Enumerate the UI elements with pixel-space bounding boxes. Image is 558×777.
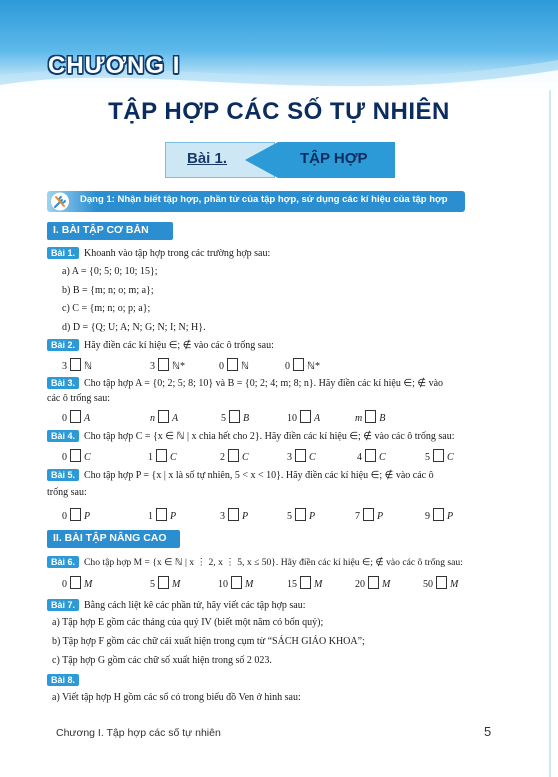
answer-box[interactable] [156,449,167,462]
fill-cell: 5 P [287,508,315,522]
exercise-text: Cho tập hợp M = {x ∈ ℕ | x ⋮ 2, x ⋮ 5, x ≤ 50}. Hãy điền các kí hiệu ∈; ∉ vào các ô trống sau: [84,557,463,568]
lesson-name: TẬP HỢP [300,150,368,167]
exercise-text-cont: trống sau: [47,487,87,498]
exercise-label: Bài 4. [47,430,79,442]
page-edge-decoration [549,90,551,777]
exercise-label: Bài 7. [47,599,79,611]
page-title: TẬP HỢP CÁC SỐ TỰ NHIÊN [108,98,450,125]
fill-cell: 5 B [221,410,249,424]
fill-cell: 5 M [150,576,180,590]
answer-box[interactable] [433,508,444,521]
exercise-4 [47,430,455,442]
answer-box[interactable] [295,508,306,521]
answer-box[interactable] [158,358,169,371]
exercise-text-cont: các ô trống sau: [47,393,111,404]
topic-title: Dạng 1: Nhận biết tập hợp, phần tử của tập hợp, sử dụng các kí hiệu của tập hợp [80,194,448,205]
exercise-1-item-c: c) C = {m; n; o; p; a}; [62,303,151,314]
fill-cell: 5 C [425,449,454,463]
exercise-1-item-b: b) B = {m; n; o; m; a}; [62,285,154,296]
answer-box[interactable] [229,410,240,423]
exercise-label: Bài 8. [47,674,79,686]
exercise-1-item-a: a) A = {0; 5; 0; 10; 15}; [62,266,158,277]
answer-box[interactable] [228,449,239,462]
footer-chapter-title: Chương I. Tập hợp các số tự nhiên [56,727,221,739]
exercise-text: Bằng cách liệt kê các phần tử, hãy viết các tập hợp sau: [84,600,306,611]
page-number: 5 [484,724,492,739]
answer-box[interactable] [363,508,374,521]
answer-box[interactable] [433,449,444,462]
fill-cell: 20 M [355,576,390,590]
exercise-text: Khoanh vào tập hợp trong các trường hợp sau: [84,248,271,259]
fill-cell: m B [355,410,385,424]
fill-cell: 1 P [148,508,176,522]
exercise-1 [47,247,270,259]
answer-box[interactable] [231,576,242,589]
fill-cell: 15 M [287,576,322,590]
fill-cell: 3 ℕ [62,358,92,372]
exercise-text: Hãy điền các kí hiệu ∈; ∉ vào các ô trống sau: [84,340,274,351]
lesson-tag [165,142,395,178]
exercise-6 [47,556,463,568]
section-heading-advanced-label: II. BÀI TẬP NÂNG CAO [53,532,167,544]
answer-box[interactable] [227,358,238,371]
exercise-7-item-c: c) Tập hợp G gồm các chữ số xuất hiện trong số 2 023. [52,655,272,666]
answer-box[interactable] [365,410,376,423]
exercise-5 [47,469,434,481]
exercise-1-item-d: d) D = {Q; U; A; N; G; N; I; N; H}. [62,322,206,333]
fill-cell: 3 ℕ* [150,358,185,372]
answer-box[interactable] [368,576,379,589]
answer-box[interactable] [158,576,169,589]
section-heading-basic-label: I. BÀI TẬP CƠ BẢN [53,224,149,236]
fill-cell: 3 C [287,449,316,463]
answer-box[interactable] [295,449,306,462]
answer-box[interactable] [70,508,81,521]
exercise-text: Cho tập hợp A = {0; 2; 5; 8; 10} và B = {0; 2; 4; m; 8; n}. Hãy điền các kí hiệu ∈; ∉ vào [84,378,444,389]
fill-cell: 0 C [62,449,91,463]
fill-cell: 2 C [220,449,249,463]
fill-cell: 10 A [287,410,320,424]
answer-box[interactable] [228,508,239,521]
exercise-label: Bài 5. [47,469,79,481]
answer-box[interactable] [70,576,81,589]
fill-cell: 3 P [220,508,248,522]
section-heading-basic [47,222,173,240]
answer-box[interactable] [158,410,169,423]
exercise-7-item-b: b) Tập hợp F gồm các chữ cái xuất hiện trong cụm từ “SÁCH GIÁO KHOA”; [52,636,365,647]
fill-cell: 50 M [423,576,458,590]
answer-box[interactable] [156,508,167,521]
exercise-label: Bài 6. [47,556,79,568]
fill-cell: 0 ℕ* [285,358,320,372]
exercise-2 [47,339,274,351]
exercise-label: Bài 1. [47,247,79,259]
fill-cell: n A [150,410,178,424]
fill-cell: 0 ℕ [219,358,249,372]
exercise-3 [47,377,443,389]
fill-cell: 1 C [148,449,177,463]
answer-box[interactable] [70,449,81,462]
answer-box[interactable] [70,358,81,371]
fill-cell: 10 M [218,576,253,590]
fill-cell: 0 M [62,576,92,590]
answer-box[interactable] [365,449,376,462]
answer-box[interactable] [300,410,311,423]
fill-cell: 0 P [62,508,90,522]
answer-box[interactable] [293,358,304,371]
exercise-label: Bài 2. [47,339,79,351]
section-heading-advanced [47,530,180,548]
exercise-7-item-a: a) Tập hợp E gồm các tháng của quý IV (biết một năm có bốn quý); [52,617,324,628]
exercise-7 [47,599,305,611]
chapter-heading: CHƯƠNG I [48,52,181,79]
exercise-8 [47,674,84,686]
exercise-text: Cho tập hợp P = {x | x là số tự nhiên, 5 < x < 10}. Hãy điền các kí hiệu ∈; ∉ vào các ô [84,470,434,481]
answer-box[interactable] [70,410,81,423]
fill-cell: 4 C [357,449,386,463]
exercise-8-item-a: a) Viết tập hợp H gồm các số có trong biểu đồ Ven ở hình sau: [52,692,301,703]
answer-box[interactable] [436,576,447,589]
lesson-number: Bài 1. [187,150,228,167]
exercise-label: Bài 3. [47,377,79,389]
fill-cell: 9 P [425,508,453,522]
exercise-text: Cho tập hợp C = {x ∈ ℕ | x chia hết cho 2}. Hãy điền các kí hiệu ∈; ∉ vào các ô trống sau: [84,431,455,442]
answer-box[interactable] [300,576,311,589]
fill-cell: 0 A [62,410,90,424]
fill-cell: 7 P [355,508,383,522]
wrench-icon [50,192,70,211]
